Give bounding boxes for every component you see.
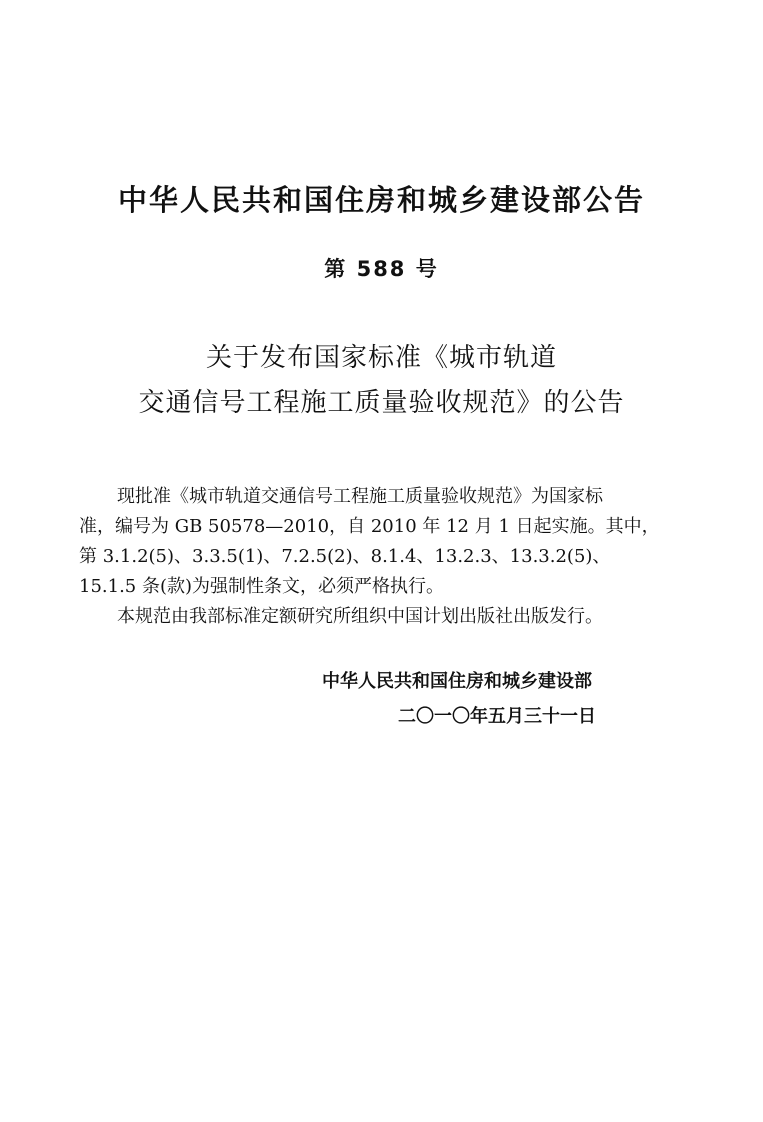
issue-date: 二〇一〇年五月三十一日 — [398, 706, 596, 727]
paragraph-line: 15.1.5 条(款)为强制性条文，必须严格执行。 — [79, 576, 445, 597]
paragraph-approval — [79, 482, 679, 602]
subtitle-line-1: 关于发布国家标准《城市轨道 — [205, 343, 557, 373]
paragraph-publishing — [79, 602, 679, 632]
paragraph-line: 第 3.1.2(5)、3.3.5(1)、7.2.5(2)、8.1.4、13.2.3、13.3.2(5)、 — [79, 546, 611, 567]
subtitle-line-2: 交通信号工程施工质量验收规范》的公告 — [138, 388, 625, 418]
paragraph-line: 准，编号为 GB 50578—2010，自 2010 年 12 月 1 日起实施。其中， — [79, 516, 660, 537]
paragraph-line: 本规范由我部标准定额研究所组织中国计划出版社出版发行。 — [117, 606, 603, 627]
paragraph-line: 现批准《城市轨道交通信号工程施工质量验收规范》为国家标 — [117, 486, 603, 507]
issuing-authority: 中华人民共和国住房和城乡建设部 — [322, 671, 592, 692]
announcement-number: 第 588 号 — [324, 257, 439, 281]
announcement-title: 中华人民共和国住房和城乡建设部公告 — [117, 183, 645, 217]
